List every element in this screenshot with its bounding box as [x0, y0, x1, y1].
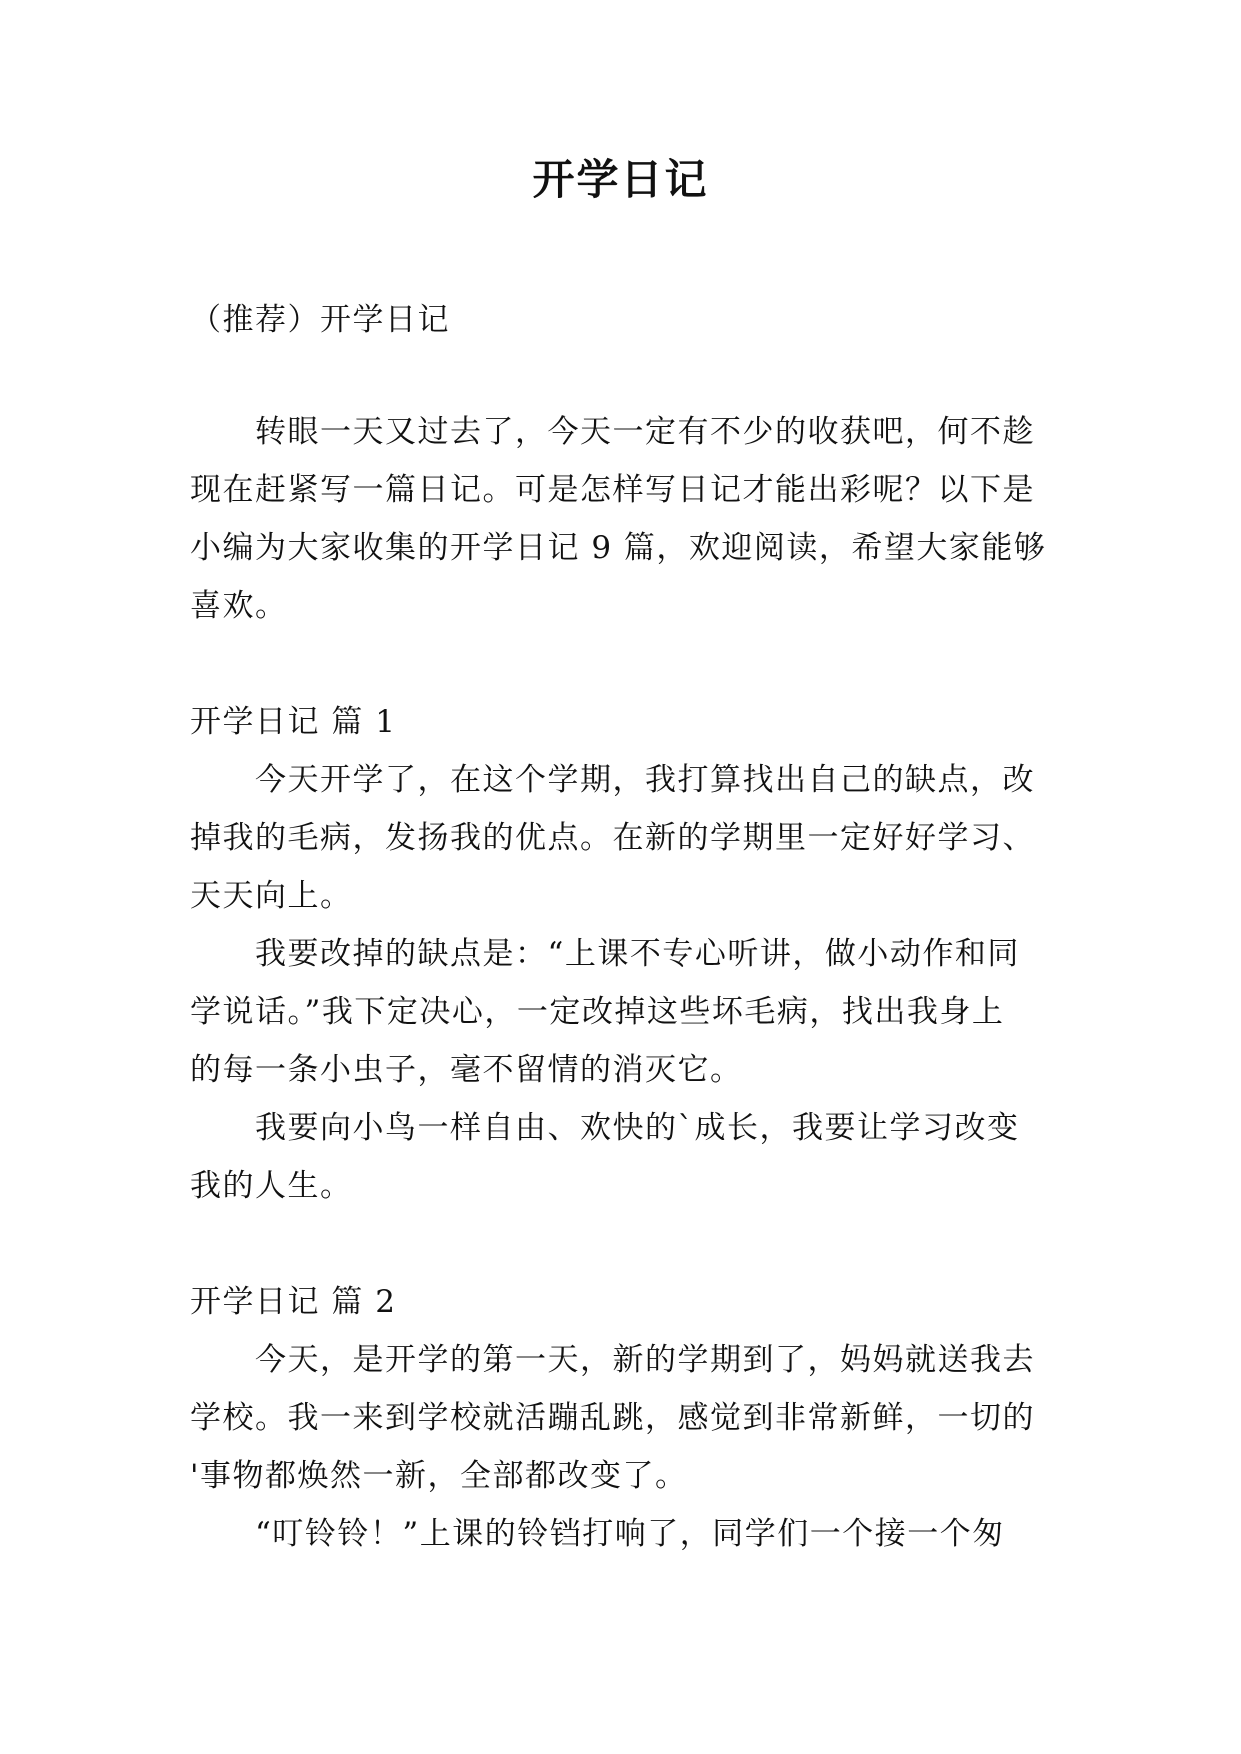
paragraph-line: 掉我的毛病，发扬我的优点。在新的学期里一定好好学习、: [190, 820, 1035, 856]
paragraph-line: 今天，是开学的第一天，新的学期到了，妈妈就送我去: [255, 1342, 1035, 1378]
section-heading: 开学日记 篇 2: [190, 1284, 397, 1320]
paragraph-line: 学校。我一来到学校就活蹦乱跳，感觉到非常新鲜，一切的: [190, 1400, 1035, 1436]
paragraph-line: 的每一条小虫子，毫不留情的消灭它。: [190, 1052, 743, 1088]
paragraph-line: 今天开学了，在这个学期，我打算找出自己的缺点，改: [255, 762, 1035, 798]
paragraph-line: 天天向上。: [190, 878, 353, 914]
paragraph-line: 我的人生。: [190, 1168, 353, 1204]
intro-line: 现在赶紧写一篇日记。可是怎样写日记才能出彩呢？以下是: [190, 472, 1035, 508]
document-title: 开学日记: [532, 155, 709, 204]
section-heading: 开学日记 篇 1: [190, 704, 397, 740]
paragraph-line: 学说话。”我下定决心，一定改掉这些坏毛病，找出我身上: [190, 994, 1005, 1030]
paragraph-line: '事物都焕然一新，全部都改变了。: [190, 1458, 688, 1494]
intro-line: 喜欢。: [190, 588, 288, 624]
paragraph-line: 我要向小鸟一样自由、欢快的`成长，我要让学习改变: [255, 1110, 1020, 1146]
document-subtitle: （推荐）开学日记: [190, 302, 450, 338]
paragraph-line: “叮铃铃！”上课的铃铛打响了，同学们一个接一个匆: [255, 1516, 1005, 1552]
intro-line: 转眼一天又过去了，今天一定有不少的收获吧，何不趁: [255, 414, 1035, 450]
paragraph-line: 我要改掉的缺点是：“上课不专心听讲，做小动作和同: [255, 936, 1020, 972]
intro-line: 小编为大家收集的开学日记 9 篇，欢迎阅读，希望大家能够: [190, 530, 1047, 566]
